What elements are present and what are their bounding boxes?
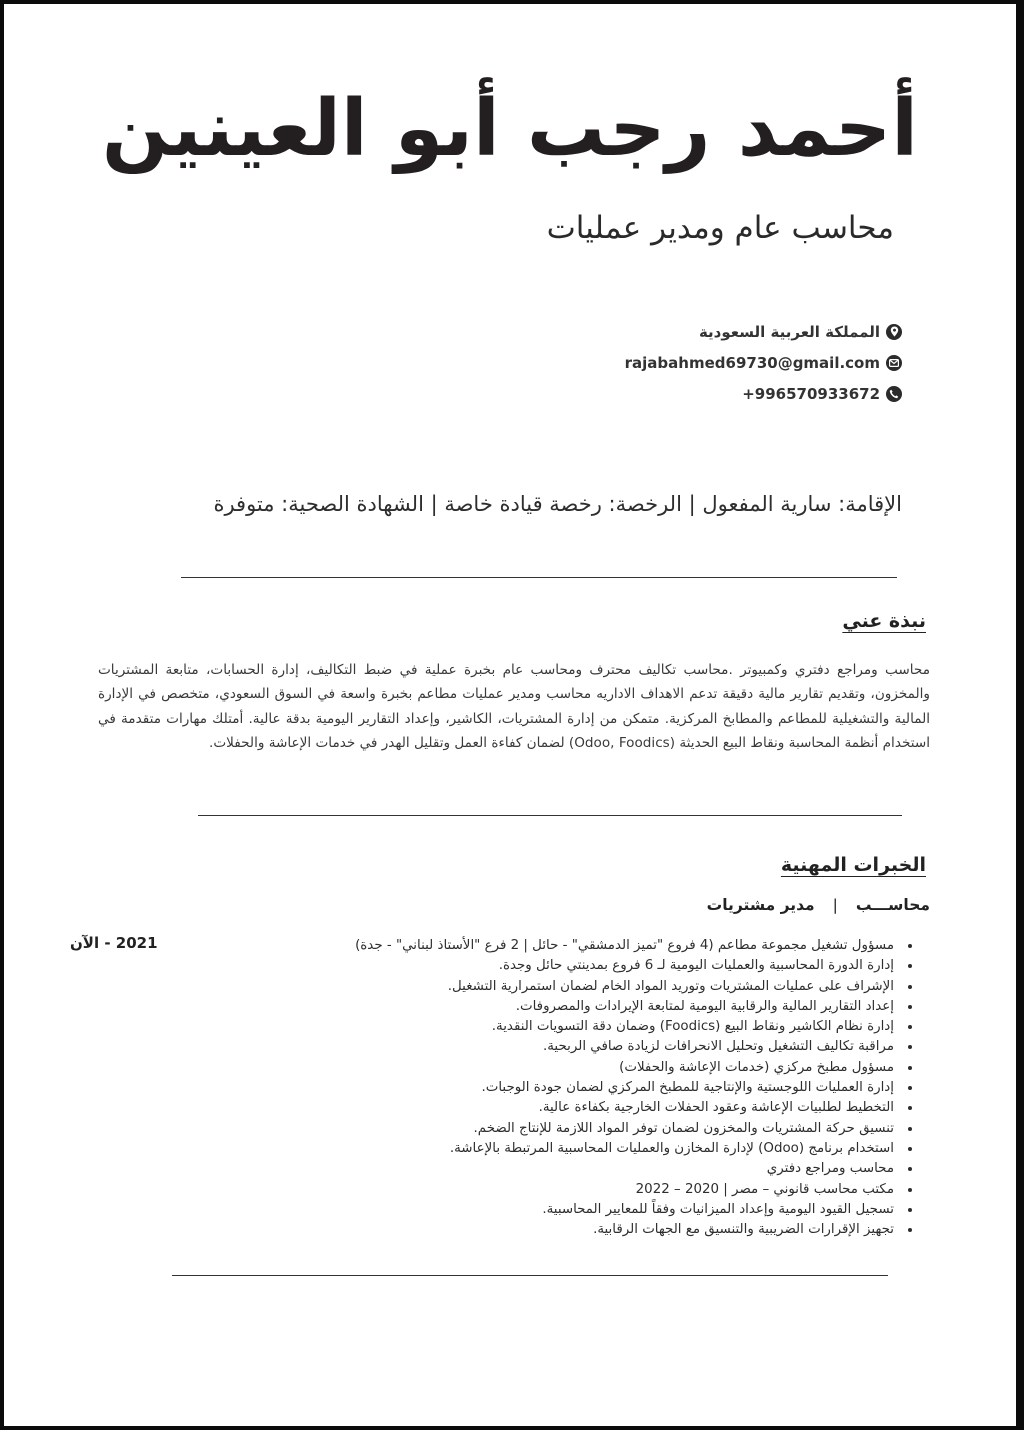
residency-line: الإقامة: سارية المفعول | الرخصة: رخصة قيادة خاصة | الشهادة الصحية: متوفرة [213,492,902,516]
resume-page [4,4,1016,1426]
candidate-name: أحمد رجب أبو العينين [101,84,918,174]
job-title-procurement: مدير مشتريات [706,896,815,914]
location-pin-icon [886,324,902,340]
duties-list [278,936,920,1240]
duty-item: • مكتب محاسب قانوني – مصر | 2020 – 2022 [278,1180,898,1200]
duty-item: • مراقبة تكاليف التشغيل وتحليل الانحرافات لزيادة صافي الربحية. [278,1037,898,1057]
phone-text[interactable]: +996570933672 [742,384,880,403]
divider [172,1275,888,1276]
duty-item: • التخطيط لطلبيات الإعاشة وعقود الحفلات الخارجية بكفاءة عالية. [278,1098,898,1118]
duty-item: • محاسب ومراجع دفتري [278,1159,898,1179]
about-title: نبذة عني [842,610,926,632]
duty-item: • الإشراف على عمليات المشتريات وتوريد المواد الخام لضمان استمرارية التشغيل. [278,977,898,997]
candidate-role: محاسب عام ومدير عمليات [546,210,894,246]
envelope-icon [886,355,902,371]
job-title [707,896,930,914]
phone-icon [886,386,902,402]
duty-item: • إدارة الدورة المحاسبية والعمليات اليومية لـ 6 فروع بمدينتي حائل وجدة. [278,956,898,976]
duty-item: • إدارة العمليات اللوجستية والإنتاجية للمطبخ المركزي لضمان جودة الوجبات. [278,1078,898,1098]
duty-item: • مسؤول تشغيل مجموعة مطاعم (4 فروع "تميز الدمشقي" - حائل | 2 فرع "الأستاذ لبناني" - جدة) [278,936,898,956]
duty-item: • تجهيز الإقرارات الضريبية والتنسيق مع الجهات الرقابية. [278,1220,898,1240]
duty-item: • تنسيق حركة المشتريات والمخزون لضمان توفر المواد اللازمة للإنتاج الضخم. [278,1119,898,1139]
job-date: 2021 - الآن [70,934,158,952]
contact-email [625,347,902,378]
contact-phone [625,378,902,409]
duty-item: • استخدام برنامج (Odoo) لإدارة المخازن والعمليات المحاسبية المرتبطة بالإعاشة. [278,1139,898,1159]
duty-item: • إدارة نظام الكاشير ونقاط البيع (Foodics) وضمان دقة التسويات النقدية. [278,1017,898,1037]
duty-item: • تسجيل القيود اليومية وإعداد الميزانيات وفقاً للمعايير المحاسبية. [278,1200,898,1220]
about-text: محاسب ومراجع دفتري وكمبيوتر .محاسب تكاليف محترف ومحاسب عام بخبرة عملية في ضبط التكاليف، إدارة الحسابات، متابعة المشتريات والمخزون، وتقديم تقارير مالية دقيقة تدعم الاهداف الاداريه محاسب ومدير عمليات مطاعم بخبرة واسعة في السوق السعودي، متخصص في الإدارة المالية والتشغيلية للمطاعم والمطابخ المركزية. متمكن من إدارة المشتريات، الكاشير، وإعداد التقارير اليومية بدقة عالية. أمتلك مهارات متقدمة في استخدام أنظمة المحاسبة ونقاط البيع الحديثة (Odoo, Foodics) لضمان كفاءة العمل وتقليل الهدر في خدمات الإعاشة والحفلات. [98,662,930,751]
job-title-accountant: محاســـب [855,896,930,914]
contact-list [625,316,902,409]
duty-item: • مسؤول مطبخ مركزي (خدمات الإعاشة والحفلات) [278,1058,898,1078]
job-title-separator: | [832,896,838,914]
location-text: المملكة العربية السعودية [698,322,880,341]
experience-title: الخبرات المهنية [780,854,926,876]
contact-location [625,316,902,347]
email-text[interactable]: rajabahmed69730@gmail.com [624,353,880,372]
duty-item: • إعداد التقارير المالية والرقابية اليومية لمتابعة الإيرادات والمصروفات. [278,997,898,1017]
divider [198,815,902,816]
divider [181,577,897,578]
